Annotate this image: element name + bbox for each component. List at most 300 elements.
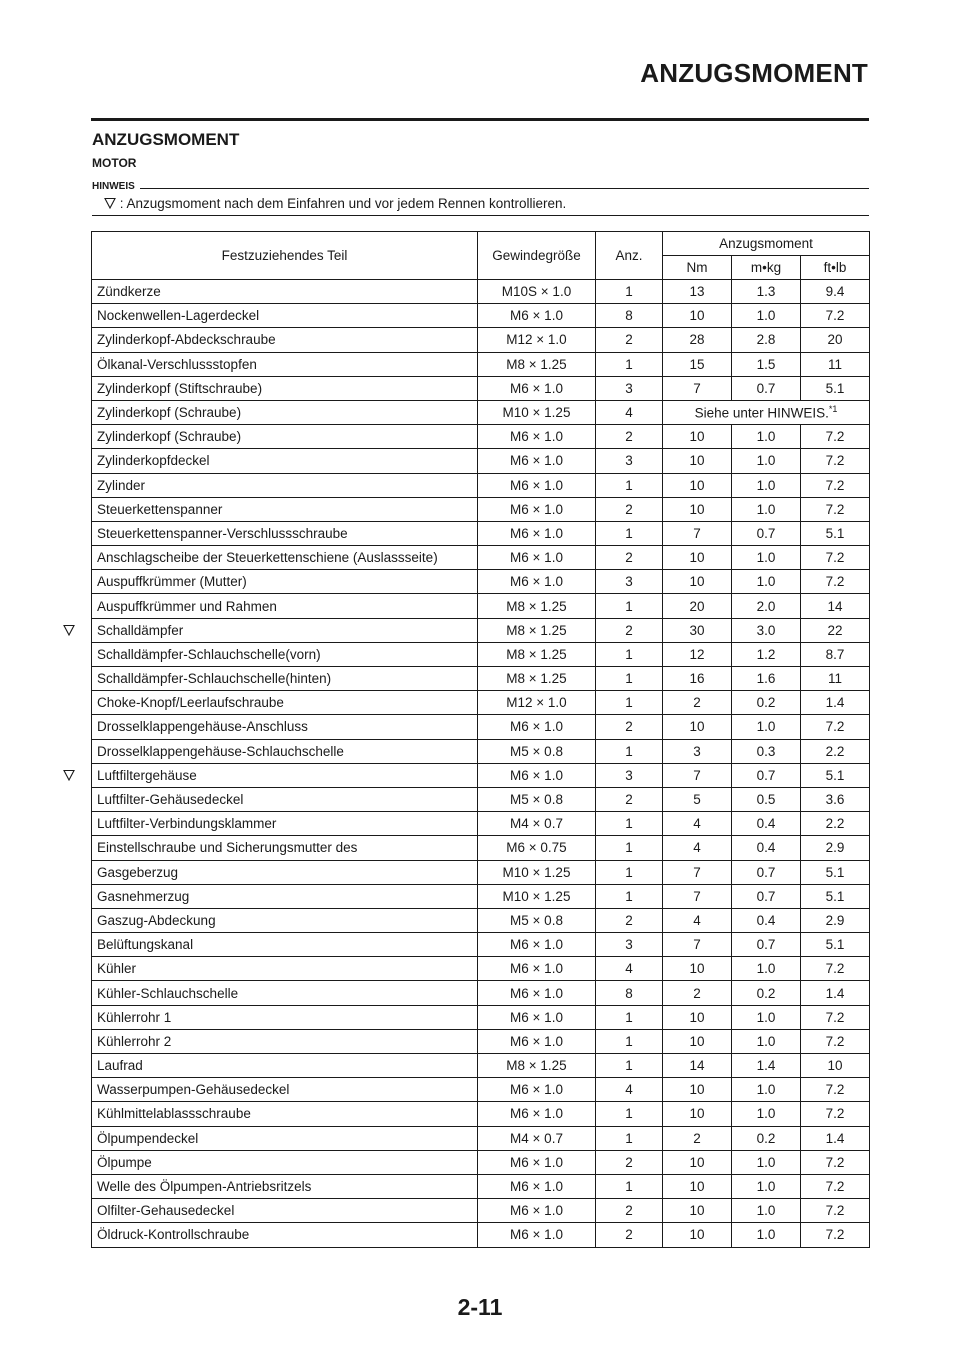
table-row	[92, 787, 870, 811]
cell-nm: 10	[663, 546, 732, 570]
cell-mkg: 0.7	[732, 884, 801, 908]
part-label: Öldruck-Kontrollschraube	[97, 1227, 250, 1243]
cell-ftlb: 2.9	[801, 836, 870, 860]
cell-mkg: 0.3	[732, 739, 801, 763]
cell-part	[92, 376, 478, 400]
cell-nm: 10	[663, 957, 732, 981]
table-row	[92, 1078, 870, 1102]
table-row	[92, 352, 870, 376]
page-header-title: ANZUGSMOMENT	[640, 58, 868, 88]
header-mkg: m•kg	[732, 256, 801, 280]
part-label: Kühlerrohr 2	[97, 1033, 172, 1049]
cell-mkg: 3.0	[732, 618, 801, 642]
cell-thread: M6 × 1.0	[478, 1223, 596, 1247]
cell-ftlb: 7.2	[801, 449, 870, 473]
table-row	[92, 715, 870, 739]
cell-mkg: 0.5	[732, 787, 801, 811]
cell-thread: M6 × 1.0	[478, 1078, 596, 1102]
cell-nm: 12	[663, 642, 732, 666]
cell-qty: 2	[596, 1199, 663, 1223]
cell-thread: M6 × 1.0	[478, 763, 596, 787]
cell-qty: 1	[596, 1029, 663, 1053]
cell-ftlb: 7.2	[801, 1102, 870, 1126]
cell-ftlb: 7.2	[801, 1223, 870, 1247]
cell-ftlb: 7.2	[801, 1150, 870, 1174]
cell-ftlb: 3.6	[801, 787, 870, 811]
cell-part	[92, 1005, 478, 1029]
part-label: Kühler-Schlauchschelle	[97, 985, 239, 1001]
part-label: Zylinderkopf-Abdeckschraube	[97, 332, 276, 348]
cell-nm: 10	[663, 473, 732, 497]
cell-nm: 10	[663, 425, 732, 449]
part-label: Olfilter-Gehausedeckel	[97, 1203, 235, 1219]
cell-ftlb: 1.4	[801, 981, 870, 1005]
cell-part	[92, 497, 478, 521]
cell-nm: 10	[663, 1102, 732, 1126]
cell-thread: M8 × 1.25	[478, 1054, 596, 1078]
cell-mkg: 0.7	[732, 763, 801, 787]
cell-thread: M6 × 1.0	[478, 1005, 596, 1029]
cell-mkg: 1.0	[732, 304, 801, 328]
part-label: Steuerkettenspanner-Verschlussschraube	[97, 525, 348, 541]
table-row	[92, 570, 870, 594]
part-label: Anschlagscheibe der Steuerkettenschiene (Auslassseite)	[97, 550, 438, 566]
cell-qty: 2	[596, 546, 663, 570]
cell-thread: M6 × 1.0	[478, 570, 596, 594]
cell-nm: 10	[663, 1029, 732, 1053]
triangle-marker-icon	[63, 624, 75, 636]
header-nm: Nm	[663, 256, 732, 280]
cell-part	[92, 1126, 478, 1150]
cell-part	[92, 715, 478, 739]
part-label: Auspuffkrümmer (Mutter)	[97, 574, 247, 590]
cell-ftlb: 5.1	[801, 884, 870, 908]
cell-part	[92, 400, 478, 424]
cell-qty: 1	[596, 521, 663, 545]
cell-mkg: 1.4	[732, 1054, 801, 1078]
cell-part	[92, 787, 478, 811]
cell-ftlb: 20	[801, 328, 870, 352]
part-label: Ölkanal-Verschlussstopfen	[97, 356, 257, 372]
cell-part	[92, 425, 478, 449]
part-label: Zylinderkopfdeckel	[97, 453, 210, 469]
cell-ftlb: 11	[801, 667, 870, 691]
cell-thread: M6 × 1.0	[478, 304, 596, 328]
cell-part	[92, 763, 478, 787]
cell-ftlb: 5.1	[801, 521, 870, 545]
cell-nm: 10	[663, 570, 732, 594]
cell-mkg: 1.0	[732, 1223, 801, 1247]
cell-mkg: 1.0	[732, 957, 801, 981]
cell-thread: M6 × 1.0	[478, 1150, 596, 1174]
cell-qty: 8	[596, 304, 663, 328]
cell-part	[92, 618, 478, 642]
part-label: Drosselklappengehäuse-Schlauchschelle	[97, 743, 344, 759]
cell-thread: M6 × 1.0	[478, 1199, 596, 1223]
table-row	[92, 642, 870, 666]
cell-part	[92, 981, 478, 1005]
cell-ftlb: 10	[801, 1054, 870, 1078]
cell-ftlb: 7.2	[801, 473, 870, 497]
cell-mkg: 0.2	[732, 1126, 801, 1150]
section-title: ANZUGSMOMENT	[92, 130, 240, 149]
part-label: Ölpumpe	[97, 1154, 152, 1170]
part-label: Zylinderkopf (Stiftschraube)	[97, 380, 263, 396]
cell-mkg: 1.0	[732, 1199, 801, 1223]
cell-part	[92, 1150, 478, 1174]
cell-ftlb: 14	[801, 594, 870, 618]
note-top-divider	[92, 188, 869, 189]
table-row	[92, 1054, 870, 1078]
part-label: Schalldämpfer-Schlauchschelle(hinten)	[97, 671, 332, 687]
cell-ftlb: 7.2	[801, 1005, 870, 1029]
cell-mkg: 0.7	[732, 860, 801, 884]
table-row	[92, 1005, 870, 1029]
cell-part	[92, 1199, 478, 1223]
table-row	[92, 376, 870, 400]
part-label: Kühlerrohr 1	[97, 1009, 172, 1025]
part-label: Schalldämpfer	[97, 622, 184, 638]
cell-nm: 16	[663, 667, 732, 691]
table-row	[92, 933, 870, 957]
cell-thread: M6 × 1.0	[478, 449, 596, 473]
cell-nm: 10	[663, 715, 732, 739]
cell-nm: 3	[663, 739, 732, 763]
cell-ftlb: 5.1	[801, 763, 870, 787]
cell-mkg: 1.5	[732, 352, 801, 376]
part-label: Belüftungskanal	[97, 937, 194, 953]
table-row	[92, 546, 870, 570]
cell-thread: M8 × 1.25	[478, 642, 596, 666]
cell-part	[92, 642, 478, 666]
header-qty: Anz.	[596, 232, 663, 280]
cell-nm: 7	[663, 376, 732, 400]
cell-part	[92, 884, 478, 908]
cell-thread: M8 × 1.25	[478, 667, 596, 691]
cell-mkg: 1.6	[732, 667, 801, 691]
table-row	[92, 763, 870, 787]
table-row	[92, 449, 870, 473]
cell-mkg: 1.3	[732, 280, 801, 304]
cell-ftlb: 7.2	[801, 1029, 870, 1053]
part-label: Luftfiltergehäuse	[97, 767, 197, 783]
cell-qty: 1	[596, 812, 663, 836]
cell-thread: M12 × 1.0	[478, 691, 596, 715]
cell-ftlb: 2.9	[801, 908, 870, 932]
cell-part	[92, 908, 478, 932]
cell-thread: M6 × 1.0	[478, 376, 596, 400]
cell-ftlb: 7.2	[801, 1199, 870, 1223]
cell-qty: 2	[596, 328, 663, 352]
cell-qty: 1	[596, 280, 663, 304]
cell-nm: 10	[663, 449, 732, 473]
table-row	[92, 425, 870, 449]
cell-qty: 4	[596, 1078, 663, 1102]
cell-ftlb: 5.1	[801, 933, 870, 957]
header-divider	[91, 118, 869, 121]
cell-mkg: 1.0	[732, 1005, 801, 1029]
cell-qty: 1	[596, 739, 663, 763]
cell-ftlb: 11	[801, 352, 870, 376]
cell-qty: 4	[596, 400, 663, 424]
cell-mkg: 1.0	[732, 546, 801, 570]
part-label: Zylinderkopf (Schraube)	[97, 405, 242, 421]
cell-mkg: 0.4	[732, 908, 801, 932]
cell-mkg: 1.0	[732, 1078, 801, 1102]
table-row	[92, 812, 870, 836]
cell-thread: M8 × 1.25	[478, 352, 596, 376]
cell-thread: M6 × 1.0	[478, 1174, 596, 1198]
cell-thread: M5 × 0.8	[478, 908, 596, 932]
cell-qty: 1	[596, 860, 663, 884]
cell-mkg: 1.2	[732, 642, 801, 666]
cell-thread: M4 × 0.7	[478, 1126, 596, 1150]
part-label: Zylinder	[97, 477, 146, 493]
cell-nm: 4	[663, 812, 732, 836]
footnote-ref: *1	[828, 404, 838, 415]
cell-qty: 3	[596, 933, 663, 957]
cell-thread: M10 × 1.25	[478, 400, 596, 424]
note-bottom-divider	[92, 215, 869, 216]
cell-mkg: 1.0	[732, 497, 801, 521]
cell-ftlb: 2.2	[801, 739, 870, 763]
page-number: 2-11	[457, 1294, 503, 1320]
cell-mkg: 1.0	[732, 473, 801, 497]
table-row	[92, 739, 870, 763]
cell-part	[92, 667, 478, 691]
cell-qty: 2	[596, 497, 663, 521]
cell-qty: 2	[596, 1150, 663, 1174]
cell-thread: M6 × 1.0	[478, 933, 596, 957]
cell-nm: 15	[663, 352, 732, 376]
cell-part	[92, 449, 478, 473]
cell-qty: 1	[596, 667, 663, 691]
cell-qty: 2	[596, 908, 663, 932]
cell-qty: 1	[596, 594, 663, 618]
table-row	[92, 981, 870, 1005]
part-label: Zylinderkopf (Schraube)	[97, 429, 242, 445]
cell-mkg: 0.2	[732, 981, 801, 1005]
table-row	[92, 1126, 870, 1150]
table-row	[92, 1223, 870, 1247]
cell-mkg: 1.0	[732, 1174, 801, 1198]
cell-nm: 28	[663, 328, 732, 352]
cell-nm: 14	[663, 1054, 732, 1078]
cell-qty: 1	[596, 1174, 663, 1198]
cell-ftlb: 22	[801, 618, 870, 642]
part-label: Welle des Ölpumpen-Antriebsritzels	[97, 1179, 312, 1195]
cell-part	[92, 957, 478, 981]
cell-nm: 10	[663, 1078, 732, 1102]
cell-qty: 2	[596, 618, 663, 642]
cell-part	[92, 1174, 478, 1198]
table-row	[92, 497, 870, 521]
cell-nm: 13	[663, 280, 732, 304]
cell-part	[92, 594, 478, 618]
cell-qty: 8	[596, 981, 663, 1005]
cell-part	[92, 570, 478, 594]
cell-nm: 4	[663, 836, 732, 860]
cell-ftlb: 1.4	[801, 1126, 870, 1150]
cell-part	[92, 812, 478, 836]
cell-qty: 2	[596, 425, 663, 449]
cell-part	[92, 328, 478, 352]
cell-nm: 10	[663, 1174, 732, 1198]
cell-part	[92, 473, 478, 497]
table-row	[92, 1199, 870, 1223]
part-label: Gasgeberzug	[97, 864, 179, 880]
cell-ftlb: 5.1	[801, 860, 870, 884]
cell-qty: 3	[596, 376, 663, 400]
cell-thread: M6 × 1.0	[478, 715, 596, 739]
cell-ftlb: 7.2	[801, 425, 870, 449]
cell-thread: M6 × 1.0	[478, 981, 596, 1005]
cell-nm: 2	[663, 691, 732, 715]
table-row	[92, 884, 870, 908]
cell-qty: 2	[596, 787, 663, 811]
cell-qty: 3	[596, 570, 663, 594]
cell-nm: 7	[663, 521, 732, 545]
table-row	[92, 667, 870, 691]
table-row	[92, 957, 870, 981]
cell-part	[92, 691, 478, 715]
cell-thread: M8 × 1.25	[478, 594, 596, 618]
cell-mkg: 1.0	[732, 1102, 801, 1126]
cell-nm: 10	[663, 304, 732, 328]
cell-qty: 1	[596, 473, 663, 497]
cell-qty: 1	[596, 352, 663, 376]
table-row	[92, 304, 870, 328]
cell-ftlb: 1.4	[801, 691, 870, 715]
cell-mkg: 1.0	[732, 1150, 801, 1174]
cell-ftlb: 7.2	[801, 304, 870, 328]
cell-part	[92, 836, 478, 860]
cell-mkg: 1.0	[732, 449, 801, 473]
cell-thread: M6 × 1.0	[478, 546, 596, 570]
part-label: Wasserpumpen-Gehäusedeckel	[97, 1082, 290, 1098]
section-subtitle: MOTOR	[92, 156, 137, 170]
table-row	[92, 691, 870, 715]
cell-nm: 4	[663, 908, 732, 932]
table-row	[92, 400, 870, 424]
table-row	[92, 521, 870, 545]
cell-nm: 10	[663, 1199, 732, 1223]
cell-part	[92, 1102, 478, 1126]
cell-part	[92, 521, 478, 545]
header-thread: Gewindegröße	[478, 232, 596, 280]
cell-part	[92, 1054, 478, 1078]
part-label: Choke-Knopf/Leerlaufschraube	[97, 695, 284, 711]
triangle-marker-icon	[63, 769, 75, 781]
part-label: Gaszug-Abdeckung	[97, 912, 216, 928]
cell-thread: M5 × 0.8	[478, 739, 596, 763]
part-label: Drosselklappengehäuse-Anschluss	[97, 719, 308, 735]
cell-part	[92, 739, 478, 763]
cell-part	[92, 1078, 478, 1102]
cell-thread: M6 × 1.0	[478, 473, 596, 497]
torque-note-text: Siehe unter HINWEIS.	[694, 405, 829, 421]
cell-part	[92, 1029, 478, 1053]
part-label: Schalldämpfer-Schlauchschelle(vorn)	[97, 646, 321, 662]
table-row	[92, 1029, 870, 1053]
cell-qty: 3	[596, 449, 663, 473]
cell-ftlb: 5.1	[801, 376, 870, 400]
table-row	[92, 836, 870, 860]
cell-ftlb: 7.2	[801, 1078, 870, 1102]
cell-mkg: 0.4	[732, 836, 801, 860]
cell-ftlb: 8.7	[801, 642, 870, 666]
cell-ftlb: 7.2	[801, 546, 870, 570]
cell-qty: 1	[596, 691, 663, 715]
cell-qty: 1	[596, 1102, 663, 1126]
cell-nm: 7	[663, 763, 732, 787]
cell-thread: M10S × 1.0	[478, 280, 596, 304]
cell-nm: 7	[663, 884, 732, 908]
cell-part	[92, 546, 478, 570]
cell-thread: M10 × 1.25	[478, 860, 596, 884]
cell-qty: 1	[596, 1005, 663, 1029]
cell-ftlb: 7.2	[801, 570, 870, 594]
cell-mkg: 1.0	[732, 715, 801, 739]
cell-thread: M6 × 1.0	[478, 521, 596, 545]
part-label: Laufrad	[97, 1058, 143, 1074]
cell-nm: 2	[663, 1126, 732, 1150]
table-row	[92, 594, 870, 618]
cell-ftlb: 2.2	[801, 812, 870, 836]
cell-mkg: 1.0	[732, 570, 801, 594]
part-label: Ölpumpendeckel	[97, 1130, 199, 1146]
table-row	[92, 1150, 870, 1174]
cell-ftlb: 7.2	[801, 497, 870, 521]
cell-thread: M6 × 0.75	[478, 836, 596, 860]
header-torque: Anzugsmoment	[663, 232, 870, 256]
cell-mkg: 2.8	[732, 328, 801, 352]
cell-qty: 1	[596, 1126, 663, 1150]
cell-ftlb: 7.2	[801, 957, 870, 981]
cell-nm: 2	[663, 981, 732, 1005]
table-row	[92, 618, 870, 642]
part-label: Kühler	[97, 961, 137, 977]
cell-part	[92, 352, 478, 376]
cell-mkg: 0.7	[732, 521, 801, 545]
part-label: Luftfilter-Verbindungsklammer	[97, 816, 277, 832]
cell-qty: 2	[596, 1223, 663, 1247]
cell-nm: 10	[663, 1223, 732, 1247]
cell-qty: 1	[596, 884, 663, 908]
header-ftlb: ft•lb	[801, 256, 870, 280]
triangle-marker-icon	[104, 197, 116, 209]
cell-ftlb: 7.2	[801, 715, 870, 739]
part-label: Zündkerze	[97, 284, 161, 300]
cell-nm: 10	[663, 497, 732, 521]
cell-torque-note	[663, 400, 870, 424]
cell-qty: 1	[596, 642, 663, 666]
cell-nm: 20	[663, 594, 732, 618]
cell-nm: 10	[663, 1150, 732, 1174]
note-text: : Anzugsmoment nach dem Einfahren und vor jedem Rennen kontrollieren.	[119, 196, 567, 211]
table-row	[92, 860, 870, 884]
cell-ftlb: 7.2	[801, 1174, 870, 1198]
cell-qty: 1	[596, 836, 663, 860]
table-row	[92, 280, 870, 304]
cell-thread: M6 × 1.0	[478, 425, 596, 449]
note-label: HINWEIS	[92, 181, 140, 192]
cell-ftlb: 9.4	[801, 280, 870, 304]
cell-thread: M6 × 1.0	[478, 957, 596, 981]
table-row	[92, 1102, 870, 1126]
cell-qty: 1	[596, 1054, 663, 1078]
cell-part	[92, 304, 478, 328]
